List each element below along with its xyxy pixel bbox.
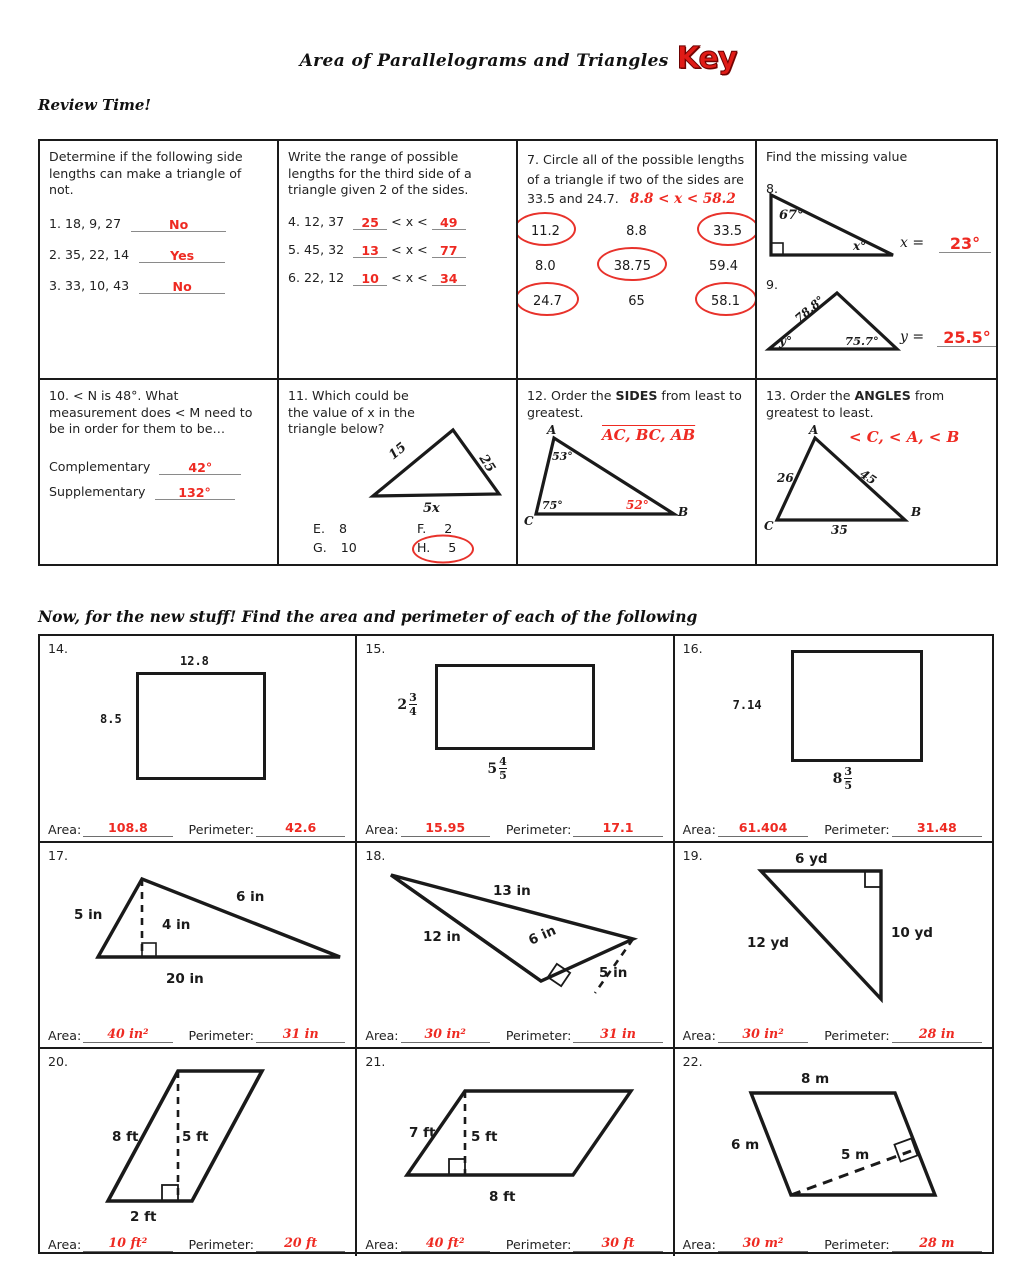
q9-angle-b: 75.7°	[845, 334, 879, 348]
figure-15-perimeter-label: Perimeter:	[505, 821, 572, 837]
q11-option-H[interactable]	[417, 540, 456, 555]
page-title	[0, 41, 1036, 76]
figure-21-area-label: Area:	[365, 1236, 399, 1252]
q11-option-E-value: 8	[338, 521, 347, 536]
q8-angle-unknown: x°	[853, 239, 867, 253]
figure-16-bottom-num: 3	[844, 765, 853, 778]
q9-angle-unknown: y°	[779, 334, 792, 348]
q12-angle-b: 52°	[626, 498, 649, 512]
figure-20-perimeter-value[interactable]: 20 ft	[256, 1235, 345, 1252]
cell-q13	[757, 380, 996, 564]
figure-16-area-value[interactable]: 61.404	[718, 820, 808, 837]
q12-triangle	[522, 424, 722, 534]
q13-answer[interactable]: < C, < A, < B	[849, 428, 960, 446]
figure-18-short-label: 6 in	[526, 922, 559, 949]
q12-prompt	[527, 388, 746, 421]
q12-vertex-c: C	[524, 514, 534, 528]
figure-22-side-label: 6 m	[730, 1137, 759, 1154]
q10-complementary-answer[interactable]: 42°	[188, 459, 213, 475]
rectangle-16	[791, 650, 923, 762]
figure-18-height-label: 5 in	[599, 964, 628, 981]
q13-vertex-b: B	[911, 505, 922, 519]
q11-option-F-letter: F.	[417, 521, 427, 536]
q8-number: 8.	[766, 181, 779, 196]
q12-prompt-post: from least to greatest.	[527, 388, 742, 420]
cell-q1	[40, 141, 279, 378]
q7-choice-9[interactable]	[711, 290, 740, 309]
figure-cell-15	[357, 636, 674, 841]
q7-choice-1[interactable]	[531, 220, 560, 239]
q8-angle-known: 67°	[779, 208, 804, 223]
figure-14-perimeter-label: Perimeter:	[188, 821, 255, 837]
figure-17-right-label: 6 in	[236, 888, 265, 905]
figure-21-drawing	[357, 1049, 672, 1217]
q10-supplementary-label: Supplementary	[49, 483, 146, 499]
q11-label-right: 25	[475, 452, 499, 476]
q2-item-4-high[interactable]: 49	[439, 214, 458, 230]
q11-label-bottom: 5x	[423, 501, 440, 516]
q1-item-2-answer[interactable]: Yes	[170, 247, 195, 263]
figure-22-drawing	[675, 1049, 992, 1217]
parallelogram-21	[365, 1065, 665, 1230]
q2-item-5	[288, 242, 507, 258]
figure-19-area-label: Area:	[682, 1028, 716, 1044]
figure-18-area-label: Area:	[365, 1028, 399, 1044]
figure-17-height-label: 4 in	[162, 916, 191, 933]
figure-16-area-label: Area:	[682, 821, 716, 837]
q11-option-G-value: 10	[340, 540, 357, 555]
q11-option-G[interactable]	[313, 540, 357, 555]
figure-21-side-label: 7 ft	[409, 1125, 436, 1142]
figure-20-perimeter-label: Perimeter:	[188, 1236, 255, 1252]
figure-21-perimeter-label: Perimeter:	[505, 1236, 572, 1252]
q9-answer[interactable]: 25.5°	[943, 328, 991, 347]
figure-20-area-value[interactable]: 10 ft²	[83, 1235, 172, 1252]
figure-19-right-label: 10 yd	[890, 924, 933, 941]
parallelogram-20	[50, 1055, 350, 1226]
figure-20-height-label: 5 ft	[182, 1129, 209, 1146]
q7-choice-7[interactable]	[533, 290, 562, 309]
cell-q12	[518, 380, 757, 564]
q12-angle-a: 53°	[552, 450, 573, 463]
figure-18-left-label: 12 in	[423, 928, 462, 945]
q1-item-3-answer[interactable]: No	[172, 278, 192, 294]
q11-triangle	[357, 416, 517, 526]
figure-21-height-label: 5 ft	[471, 1129, 498, 1146]
page-title-text: Area of Parallelograms and Triangles	[299, 51, 669, 71]
q11-option-G-letter: G.	[313, 540, 327, 555]
figure-17-base-label: 20 in	[166, 970, 204, 987]
figure-20-side-label: 8 ft	[112, 1129, 139, 1146]
cell-q8-q9	[757, 141, 996, 378]
figure-16-perimeter-label: Perimeter:	[824, 821, 890, 837]
figure-21-answers	[357, 1235, 672, 1252]
figure-14-answers	[40, 820, 355, 837]
review-row-1	[40, 141, 996, 380]
figure-15-bottom-den: 5	[499, 769, 507, 782]
q7-choice-9-label: 58.1	[711, 293, 740, 309]
area-row-1	[40, 636, 992, 843]
q1-prompt: Determine if the following side lengths can make a triangle of not.	[49, 149, 243, 197]
q8-triangle	[765, 189, 915, 269]
q12-answer[interactable]: AC, BC, AB	[602, 426, 696, 444]
figure-20-drawing	[40, 1049, 355, 1226]
figure-17-perimeter-label: Perimeter:	[188, 1028, 255, 1044]
figure-15-area-label: Area:	[365, 821, 399, 837]
figure-18-drawing	[357, 843, 672, 1011]
key-badge: Key	[676, 41, 737, 76]
q2-item-5-low[interactable]: 13	[361, 242, 379, 258]
triangle-18	[365, 853, 665, 1008]
figure-15-perimeter-value[interactable]: 17.1	[573, 820, 662, 837]
figure-22-height-label: 5 m	[840, 1147, 869, 1164]
figure-15-answers	[357, 820, 672, 837]
q1-item-2-sides: 35, 22, 14	[65, 246, 130, 262]
figure-17-area-value[interactable]: 40 in²	[83, 1026, 172, 1043]
figure-17-left-label: 5 in	[74, 906, 103, 923]
cell-q11	[279, 380, 518, 564]
q2-item-6-low[interactable]: 10	[361, 270, 379, 286]
q11-option-F[interactable]	[417, 521, 452, 536]
q13-vertex-c: C	[764, 519, 774, 533]
triangle-19	[682, 847, 985, 1007]
figure-19-answers	[675, 1026, 992, 1043]
figure-16-answers	[675, 820, 992, 837]
figure-19-drawing	[675, 843, 992, 1011]
figure-17-number: 17.	[48, 847, 69, 863]
rectangle-15	[435, 664, 595, 750]
cell-q2	[279, 141, 518, 378]
q7-work: 8.8 < x < 58.2	[629, 191, 736, 207]
figure-15-bottom-label	[487, 756, 506, 781]
figure-15-drawing	[357, 636, 672, 804]
figure-15-left-num: 3	[409, 691, 417, 704]
q12-vertex-b: B	[678, 505, 689, 519]
q7-choice-4-label: 8.0	[535, 258, 556, 274]
figure-cell-14	[40, 636, 357, 841]
figure-15-area-value[interactable]: 15.95	[401, 820, 490, 837]
figure-16-left-label: 7.14	[732, 698, 762, 712]
figure-14-perimeter-value[interactable]: 42.6	[256, 820, 345, 837]
q1-item-2	[49, 247, 268, 263]
figure-19-hyp-label: 12 yd	[746, 934, 789, 951]
q2-item-5-high[interactable]: 77	[439, 242, 458, 258]
triangle-17	[50, 857, 350, 1007]
parallelogram-22	[683, 1063, 983, 1229]
q1-item-1-sides: 18, 9, 27	[65, 215, 122, 231]
figure-18-perimeter-label: Perimeter:	[505, 1028, 572, 1044]
figure-18-perimeter-value[interactable]: 31 in	[573, 1026, 662, 1043]
q9-angle-a: 78.8°	[791, 292, 827, 326]
figure-21-area-value[interactable]: 40 ft²	[401, 1235, 490, 1252]
q2-item-5-mid: < x <	[391, 241, 428, 257]
q12-prompt-em: SIDES	[615, 388, 658, 403]
q2-item-4-low[interactable]: 25	[361, 214, 379, 230]
figure-15-left-den: 4	[409, 705, 417, 718]
q2-item-6	[288, 270, 507, 286]
figure-17-answers	[40, 1026, 355, 1043]
rectangle-14	[136, 672, 266, 780]
figure-18-number: 18.	[365, 847, 386, 863]
cell-q10	[40, 380, 279, 564]
q1-item-3-sides: 33, 10, 43	[65, 277, 130, 293]
figure-20-number: 20.	[48, 1054, 69, 1070]
figure-21-base-label: 8 ft	[489, 1189, 516, 1206]
figure-16-bottom-label	[833, 766, 852, 791]
area-row-3	[40, 1049, 992, 1256]
q1-item-3	[49, 278, 268, 294]
q13-side-right: 45	[857, 466, 879, 488]
figure-15-bottom-whole: 5	[487, 760, 498, 777]
figure-22-area-label: Area:	[682, 1236, 716, 1252]
q7-choice-8-label: 65	[628, 293, 645, 309]
figure-22-perimeter-label: Perimeter:	[824, 1236, 890, 1252]
q7-choice-8[interactable]	[628, 290, 645, 309]
figure-16-bottom-den: 5	[844, 779, 853, 792]
q2-item-4	[288, 214, 507, 230]
figure-22-answers	[675, 1235, 992, 1252]
figure-14-area-value[interactable]: 108.8	[83, 820, 172, 837]
q13-prompt-em: ANGLES	[854, 388, 911, 403]
q2-item-6-num: 6.	[288, 269, 301, 285]
figure-22-number: 22.	[682, 1054, 703, 1070]
q2-item-4-num: 4.	[288, 213, 301, 229]
q8-answer[interactable]: 23°	[949, 234, 981, 253]
cell-q7	[518, 141, 757, 378]
q11-option-H-letter: H.	[417, 540, 431, 555]
figure-17-perimeter-value[interactable]: 31 in	[256, 1026, 345, 1043]
figure-15-left-whole: 2	[397, 696, 408, 713]
figure-14-drawing	[40, 636, 355, 804]
q11-option-H-value: 5	[448, 540, 457, 555]
figure-22-area-value[interactable]: 30 m²	[718, 1235, 808, 1252]
q11-option-E[interactable]	[313, 521, 347, 536]
q2-prompt: Write the range of possible lengths for the third side of a triangle given 2 of the sides.	[288, 149, 472, 197]
q9-var: y =	[900, 329, 925, 345]
review-row-2	[40, 380, 996, 564]
q7-choice-1-label: 11.2	[531, 223, 560, 239]
figure-19-number: 19.	[682, 847, 703, 863]
q1-item-1-answer[interactable]: No	[169, 216, 189, 232]
figure-18-top-label: 13 in	[493, 882, 532, 899]
figure-19-area-value[interactable]: 30 in²	[718, 1026, 808, 1043]
q13-vertex-a: A	[809, 423, 819, 437]
figure-22-perimeter-value[interactable]: 28 m	[892, 1235, 982, 1252]
figure-17-area-label: Area:	[48, 1028, 82, 1044]
q13-side-left: 26	[777, 471, 794, 485]
q10-supplementary-answer[interactable]: 132°	[178, 484, 211, 500]
new-stuff-heading: Now, for the new stuff! Find the area and perimeter of each of the following	[38, 607, 698, 626]
figure-cell-21	[357, 1049, 674, 1256]
figure-14-number: 14.	[48, 641, 69, 656]
q7-choice-6[interactable]	[709, 255, 738, 274]
q7-choice-3[interactable]	[713, 220, 742, 239]
q7-choice-7-label: 24.7	[533, 293, 562, 309]
figure-14-left-label: 8.5	[100, 712, 122, 726]
q2-item-5-num: 5.	[288, 241, 301, 257]
q7-choice-4[interactable]	[535, 255, 556, 274]
q8-prompt: Find the missing value	[766, 149, 908, 164]
figure-cell-19	[675, 843, 992, 1048]
review-heading: Review Time!	[38, 96, 151, 114]
figure-16-drawing	[675, 636, 992, 804]
q12-angle-c: 75°	[542, 499, 563, 512]
q7-choice-2-label: 8.8	[626, 223, 647, 239]
q1-item-1-num: 1.	[49, 215, 62, 231]
figure-17-drawing	[40, 843, 355, 1011]
q11-option-E-letter: E.	[313, 521, 325, 536]
q13-triangle	[763, 424, 963, 536]
figure-14-top-label: 12.8	[180, 654, 209, 668]
area-row-2	[40, 843, 992, 1050]
figure-19-perimeter-label: Perimeter:	[824, 1028, 890, 1044]
figure-15-number: 15.	[365, 641, 386, 656]
q2-item-4-sides: 12, 37	[304, 213, 345, 229]
q2-item-4-mid: < x <	[391, 213, 428, 229]
figure-cell-18	[357, 843, 674, 1048]
figure-14-area-label: Area:	[48, 821, 82, 837]
figure-20-area-label: Area:	[48, 1236, 82, 1252]
q12-vertex-a: A	[547, 423, 557, 437]
q11-option-F-value: 2	[444, 521, 453, 536]
q7-choice-2[interactable]	[626, 220, 647, 239]
q13-side-bottom: 35	[831, 523, 848, 537]
q13-prompt-pre: 13. Order the	[766, 388, 855, 403]
figure-20-base-label: 2 ft	[130, 1209, 157, 1226]
q2-item-6-high[interactable]: 34	[439, 270, 458, 286]
figure-15-bottom-num: 4	[499, 755, 507, 768]
figure-16-number: 16.	[682, 641, 703, 656]
q8-var: x =	[900, 235, 925, 251]
q1-item-3-num: 3.	[49, 277, 62, 293]
q10-complementary-row	[49, 459, 268, 475]
q7-prompt: 7. Circle all of the possible lengths of a triangle if two of the sides are 33.5 and 24.7.	[527, 152, 745, 206]
figure-19-top-label: 6 yd	[794, 850, 828, 867]
review-table	[38, 139, 998, 566]
q11-prompt: 11. Which could be the value of x in the triangle below?	[288, 388, 415, 436]
q12-prompt-pre: 12. Order the	[527, 388, 616, 403]
q9-triangle	[765, 281, 925, 361]
figure-cell-16	[675, 636, 992, 841]
q7-choice-5[interactable]	[614, 255, 651, 274]
q9-number: 9.	[766, 277, 779, 292]
figure-cell-22	[675, 1049, 992, 1256]
figure-21-number: 21.	[365, 1054, 386, 1070]
q7-choice-5-label: 38.75	[613, 258, 651, 274]
figure-16-perimeter-value[interactable]: 31.48	[892, 820, 982, 837]
figure-19-perimeter-value[interactable]: 28 in	[892, 1026, 982, 1043]
figure-18-area-value[interactable]: 30 in²	[401, 1026, 490, 1043]
figure-cell-17	[40, 843, 357, 1048]
q7-choice-3-label: 33.5	[713, 223, 742, 239]
q2-item-6-sides: 22, 12	[304, 269, 345, 285]
figure-22-top-label: 8 m	[800, 1071, 829, 1088]
figure-15-left-label	[397, 692, 416, 717]
q10-prompt: 10. < N is 48°. What measurement does < M need to be in order for them to be…	[49, 388, 253, 436]
figure-cell-20	[40, 1049, 357, 1256]
q7-choice-6-label: 59.4	[709, 258, 738, 274]
q10-supplementary-row	[49, 484, 268, 500]
q13-prompt	[766, 388, 987, 421]
q10-complementary-label: Complementary	[49, 458, 151, 474]
area-perimeter-table	[38, 634, 994, 1254]
figure-18-answers	[357, 1026, 672, 1043]
q1-item-2-num: 2.	[49, 246, 62, 262]
q1-item-1	[49, 216, 268, 232]
q2-item-5-sides: 45, 32	[304, 241, 345, 257]
q13-prompt-post: from greatest to least.	[766, 388, 945, 420]
figure-16-bottom-whole: 8	[832, 770, 843, 787]
figure-20-answers	[40, 1235, 355, 1252]
figure-21-perimeter-value[interactable]: 30 ft	[573, 1235, 662, 1252]
q11-label-left: 15	[386, 440, 410, 464]
q2-item-6-mid: < x <	[391, 269, 428, 285]
